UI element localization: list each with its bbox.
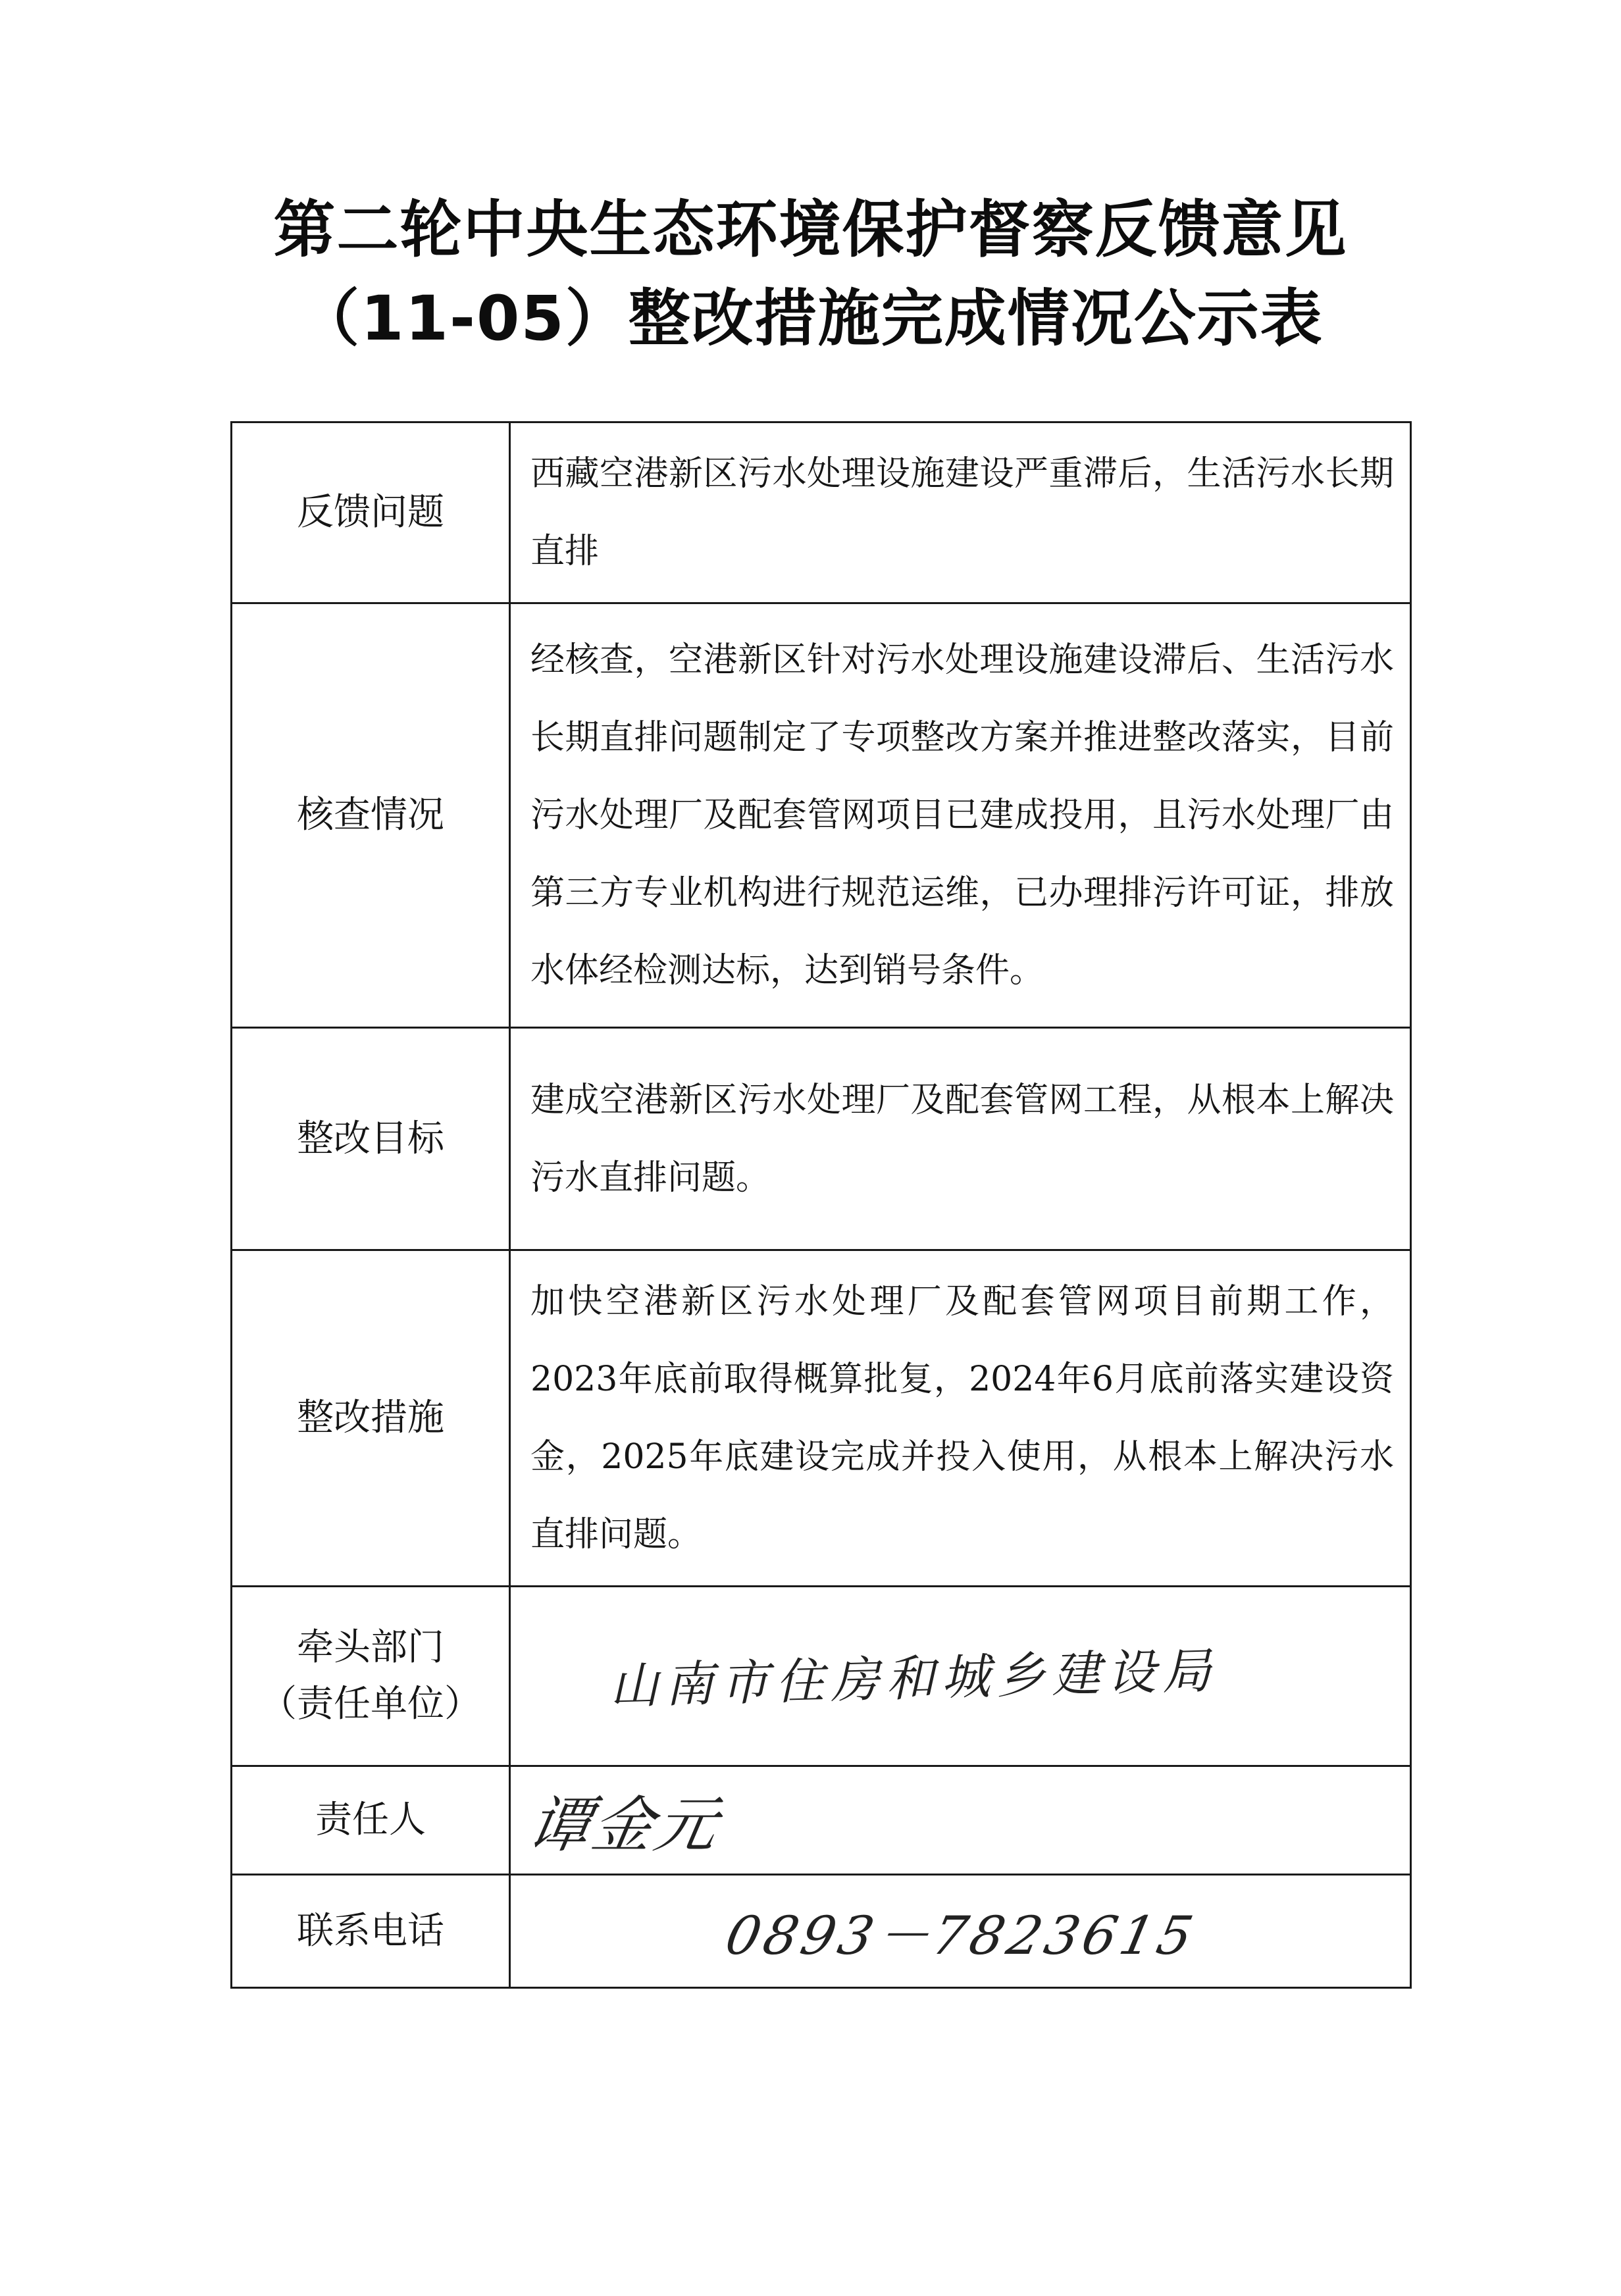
- row-target: [232, 1028, 1411, 1250]
- target-content: 建成空港新区污水处理厂及配套管网工程，从根本上解决污水直排问题。: [510, 1028, 1411, 1250]
- measures-label: 整改措施: [232, 1250, 510, 1587]
- document-title-line1: 第二轮中央生态环境保护督察反馈意见: [273, 194, 1348, 266]
- measures-content: 加快空港新区污水处理厂及配套管网项目前期工作，2023年底前取得概算批复，2024年6月底前落实建设资金，2025年底建设完成并投入使用，从根本上解决污水直排问题。: [510, 1250, 1411, 1587]
- feedback-issue-content: 西藏空港新区污水处理设施建设严重滞后，生活污水长期直排: [510, 422, 1411, 603]
- inspection-label: 核查情况: [232, 603, 510, 1028]
- row-responsible: [232, 1766, 1411, 1875]
- target-label: 整改目标: [232, 1028, 510, 1250]
- row-lead-dept: [232, 1587, 1411, 1766]
- feedback-issue-label: 反馈问题: [232, 422, 510, 603]
- phone-cell: [510, 1875, 1411, 1988]
- inspection-content: 经核查，空港新区针对污水处理设施建设滞后、生活污水长期直排问题制定了专项整改方案并推进整改落实，目前污水处理厂及配套管网项目已建成投用，且污水处理厂由第三方专业机构进行规范运维，已办理排污许可证，排放水体经检测达标，达到销号条件。: [510, 603, 1411, 1028]
- phone-handwritten: 0893－7823615: [720, 1905, 1202, 1966]
- document-title-line2: （11-05）整改措施完成情况公示表: [297, 283, 1324, 355]
- row-feedback-issue: [232, 422, 1411, 603]
- responsible-cell: [510, 1766, 1411, 1875]
- responsible-signature: 谭金元: [523, 1790, 726, 1860]
- row-phone: [232, 1875, 1411, 1988]
- disclosure-table: [230, 421, 1412, 1989]
- lead-dept-label: [232, 1587, 510, 1766]
- lead-dept-label-line1: 牵头部门: [297, 1626, 444, 1669]
- row-inspection: [232, 603, 1411, 1028]
- responsible-label: 责任人: [232, 1766, 510, 1875]
- lead-dept-cell: [510, 1587, 1411, 1766]
- lead-dept-handwritten: 山南市住房和城乡建设局: [609, 1642, 1219, 1716]
- phone-label: 联系电话: [232, 1875, 510, 1988]
- lead-dept-label-line2: （责任单位）: [260, 1683, 481, 1725]
- row-measures: [232, 1250, 1411, 1587]
